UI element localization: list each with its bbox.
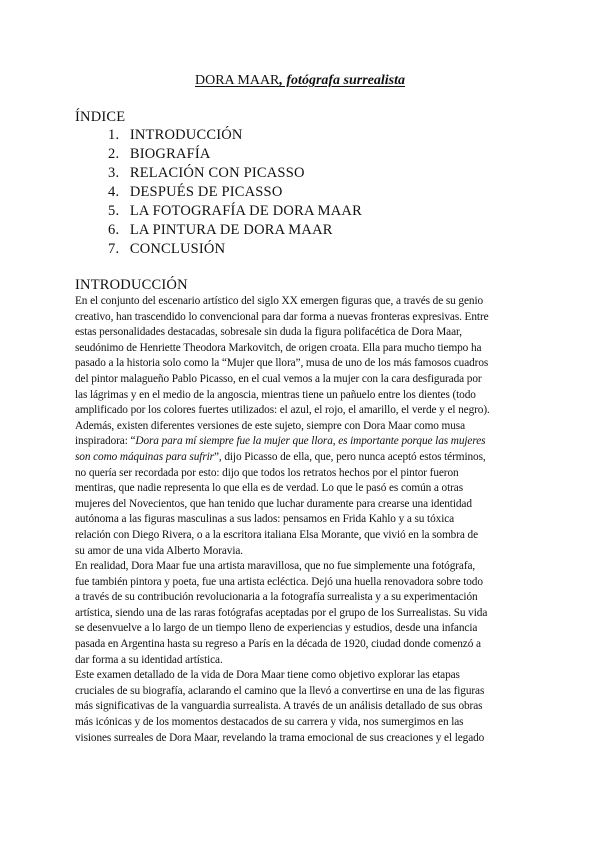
toc-item [108, 221, 362, 240]
quote-intro: inspiradora: “ [75, 435, 136, 448]
text-line: visiones surreales de Dora Maar, revelando la trama emocional de sus creaciones y el legado [75, 731, 485, 744]
toc-item [108, 202, 362, 221]
text-line: amplificado por los colores fuertes utilizados: el azul, el rojo, el amarillo, el verde y el negro). [75, 404, 490, 417]
introduction-body [75, 294, 537, 746]
text-line-with-quote [75, 434, 537, 450]
toc-label: BIOGRAFÍA [129, 146, 211, 162]
toc-number: 2. [108, 146, 120, 162]
text-line: no quería ser recordada por esto: dijo que todos los retratos hechos por el pintor fueron [75, 466, 459, 479]
text-line: estas personalidades destacadas, sobresale sin duda la figura polifacética de Dora Maar, [75, 326, 462, 339]
toc-label: INTRODUCCIÓN [129, 127, 243, 143]
text-line: cruciales de su biografía, aclarando el camino que la llevó a convertirse en una de las figuras [75, 684, 485, 697]
text-line: su amor de una vida Alberto Moravia. [75, 544, 244, 557]
text-line: seudónimo de Henriette Theodora Markovitch, de origen croata. Ella para mucho tiempo ha [75, 341, 482, 354]
toc-item [108, 126, 362, 145]
picasso-quote-part-1: Dora para mí siempre fue la mujer que llora, es importante porque las mujeres [135, 435, 486, 448]
toc-number: 5. [108, 203, 120, 219]
text-line: relación con Diego Rivera, o a la escritora italiana Elsa Morante, que vivió en la sombra de [75, 528, 478, 541]
text-line: más icónicas y de los momentos destacados de su carrera y vida, nos sumergimos en las [75, 716, 464, 729]
text-line: En el conjunto del escenario artístico del siglo XX emergen figuras que, a través de su genio [75, 295, 484, 307]
title-subtitle: , fotógrafa surrealista [279, 73, 406, 88]
text-line: mentiras, que nadie representa lo que ella es de verdad. Lo que le pasó es común a otras [75, 482, 464, 495]
text-line: Este examen detallado de la vida de Dora Maar tiene como objetivo explorar las etapas [75, 669, 460, 682]
text-line: del pintor malagueño Pablo Picasso, en el cual vemos a la mujer con la cara desfigurada por [75, 372, 482, 385]
toc-number: 7. [108, 241, 120, 257]
toc-item [108, 145, 362, 164]
toc-number: 3. [108, 165, 120, 181]
text-line: pasada en Argentina hasta su regreso a París en la década de 1920, ciudad donde comenzó a [75, 638, 481, 651]
toc-item [108, 164, 362, 183]
toc-label: RELACIÓN CON PICASSO [129, 165, 305, 181]
section-heading-introduccion: INTRODUCCIÓN [75, 277, 188, 293]
index-heading: ÍNDICE [75, 109, 126, 125]
text-line: las lágrimas y en el medio de la angoscia, mientras tiene un pañuelo entre los dientes (todo [75, 388, 476, 401]
toc-number: 6. [108, 222, 120, 238]
text-line: mujeres del Novecientos, que han tenido que luchar duramente para crearse una identidad [75, 497, 472, 510]
toc-item [108, 183, 362, 202]
text-line: más significativas de la vanguardia surrealista. A través de un análisis detallado de sus obras [75, 700, 483, 713]
toc-item [108, 240, 362, 259]
text-line: se desenvuelve a lo largo de un tiempo lleno de experiencias y estudios, desde una infancia [75, 622, 478, 635]
text-line: dar forma a su identidad artística. [75, 653, 223, 666]
toc-number: 1. [108, 127, 120, 143]
text-line: fue también pintora y poeta, fue una artista ecléctica. Dejó una huella renovadora sobre todo [75, 575, 483, 588]
text-line: a través de su contribución revolucionaria a la fotografía surrealista y a su experimentación [75, 591, 478, 604]
table-of-contents [108, 126, 362, 259]
toc-number: 4. [108, 184, 120, 200]
toc-label: LA PINTURA DE DORA MAAR [129, 222, 333, 238]
toc-label: DESPUÉS DE PICASSO [129, 184, 283, 200]
document-title [0, 72, 600, 90]
text-line: pasado a la historia solo como la “Mujer que llora”, musa de uno de los más famosos cuadros [75, 357, 489, 370]
text-line: En realidad, Dora Maar fue una artista maravillosa, que no fue simplemente una fotógrafa, [75, 560, 476, 573]
toc-label: CONCLUSIÓN [129, 241, 226, 257]
quote-outro: ”, dijo Picasso de ella, que, pero nunca aceptó estos términos, [213, 450, 486, 463]
picasso-quote-part-2: son como máquinas para sufrir [75, 450, 214, 463]
text-line: autónoma a las figuras masculinas a sus lados: pensamos en Frida Kahlo y a su tóxica [75, 513, 455, 526]
text-line: Además, existen diferentes versiones de este sujeto, siempre con Dora Maar como musa [75, 419, 466, 432]
text-line: artística, siendo una de las raras fotógrafas aceptadas por el grupo de los Surrealistas. Su vida [75, 606, 488, 619]
text-line-with-quote [75, 450, 537, 466]
text-line: creativo, han trascendido lo convencional para dar forma a nuevas fronteras expresivas. Entre [75, 310, 489, 323]
toc-label: LA FOTOGRAFÍA DE DORA MAAR [129, 203, 362, 219]
title-name: DORA MAAR [194, 73, 280, 88]
